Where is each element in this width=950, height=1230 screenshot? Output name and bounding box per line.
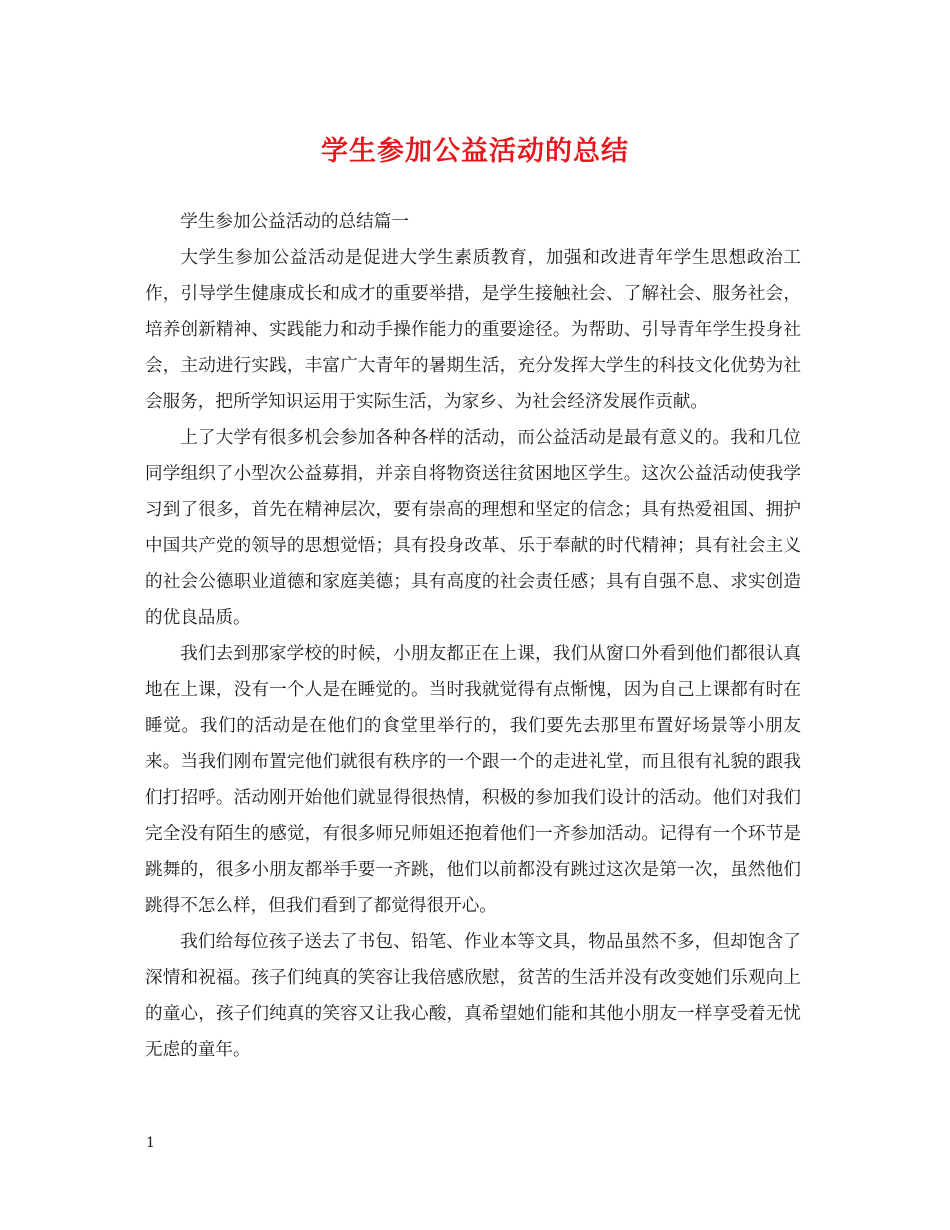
section-heading: 学生参加公益活动的总结篇一 (180, 212, 409, 232)
paragraph-2: 上了大学有很多机会参加各种各样的活动，而公益活动是最有意义的。我和几位同学组织了小型次公益募捐，并亲自将物资送往贫困地区学生。这次公益活动使我学习到了很多，首先在精神层次，要有崇高的理想和坚定的信念；具有热爱祖国、拥护中国共产党的领导的思想觉悟；具有投身改革、乐于奉献的时代精神；具有社会主义的社会公德职业道德和家庭美德；具有高度的社会责任感；具有自强不息、求实创造的优良品质。 (145, 428, 801, 628)
document-body (145, 204, 801, 1068)
document-title: 学生参加公益活动的总结 (321, 136, 629, 167)
page-number: 1 (146, 1135, 155, 1151)
paragraph-3: 我们去到那家学校的时候，小朋友都正在上课，我们从窗口外看到他们都很认真地在上课，没有一个人是在睡觉的。当时我就觉得有点惭愧，因为自己上课都有时在睡觉。我们的活动是在他们的食堂里举行的，我们要先去那里布置好场景等小朋友来。当我们刚布置完他们就很有秩序的一个跟一个的走进礼堂，而且很有礼貌的跟我们打招呼。活动刚开始他们就显得很热情，积极的参加我们设计的活动。他们对我们完全没有陌生的感觉，有很多师兄师姐还抱着他们一齐参加活动。记得有一个环节是跳舞的，很多小朋友都举手要一齐跳，他们以前都没有跳过这次是第一次，虽然他们跳得不怎么样，但我们看到了都觉得很开心。 (145, 644, 801, 916)
paragraph-1: 大学生参加公益活动是促进大学生素质教育，加强和改进青年学生思想政治工作，引导学生健康成长和成才的重要举措，是学生接触社会、了解社会、服务社会，培养创新精神、实践能力和动手操作能力的重要途径。为帮助、引导青年学生投身社会，主动进行实践，丰富广大青年的暑期生活，充分发挥大学生的科技文化优势为社会服务，把所学知识运用于实际生活，为家乡、为社会经济发展作贡献。 (145, 248, 801, 412)
paragraph-4: 我们给每位孩子送去了书包、铅笔、作业本等文具，物品虽然不多，但却饱含了深情和祝福。孩子们纯真的笑容让我倍感欣慰，贫苦的生活并没有改变她们乐观向上的童心，孩子们纯真的笑容又让我心酸，真希望她们能和其他小朋友一样享受着无忧无虑的童年。 (145, 932, 801, 1060)
